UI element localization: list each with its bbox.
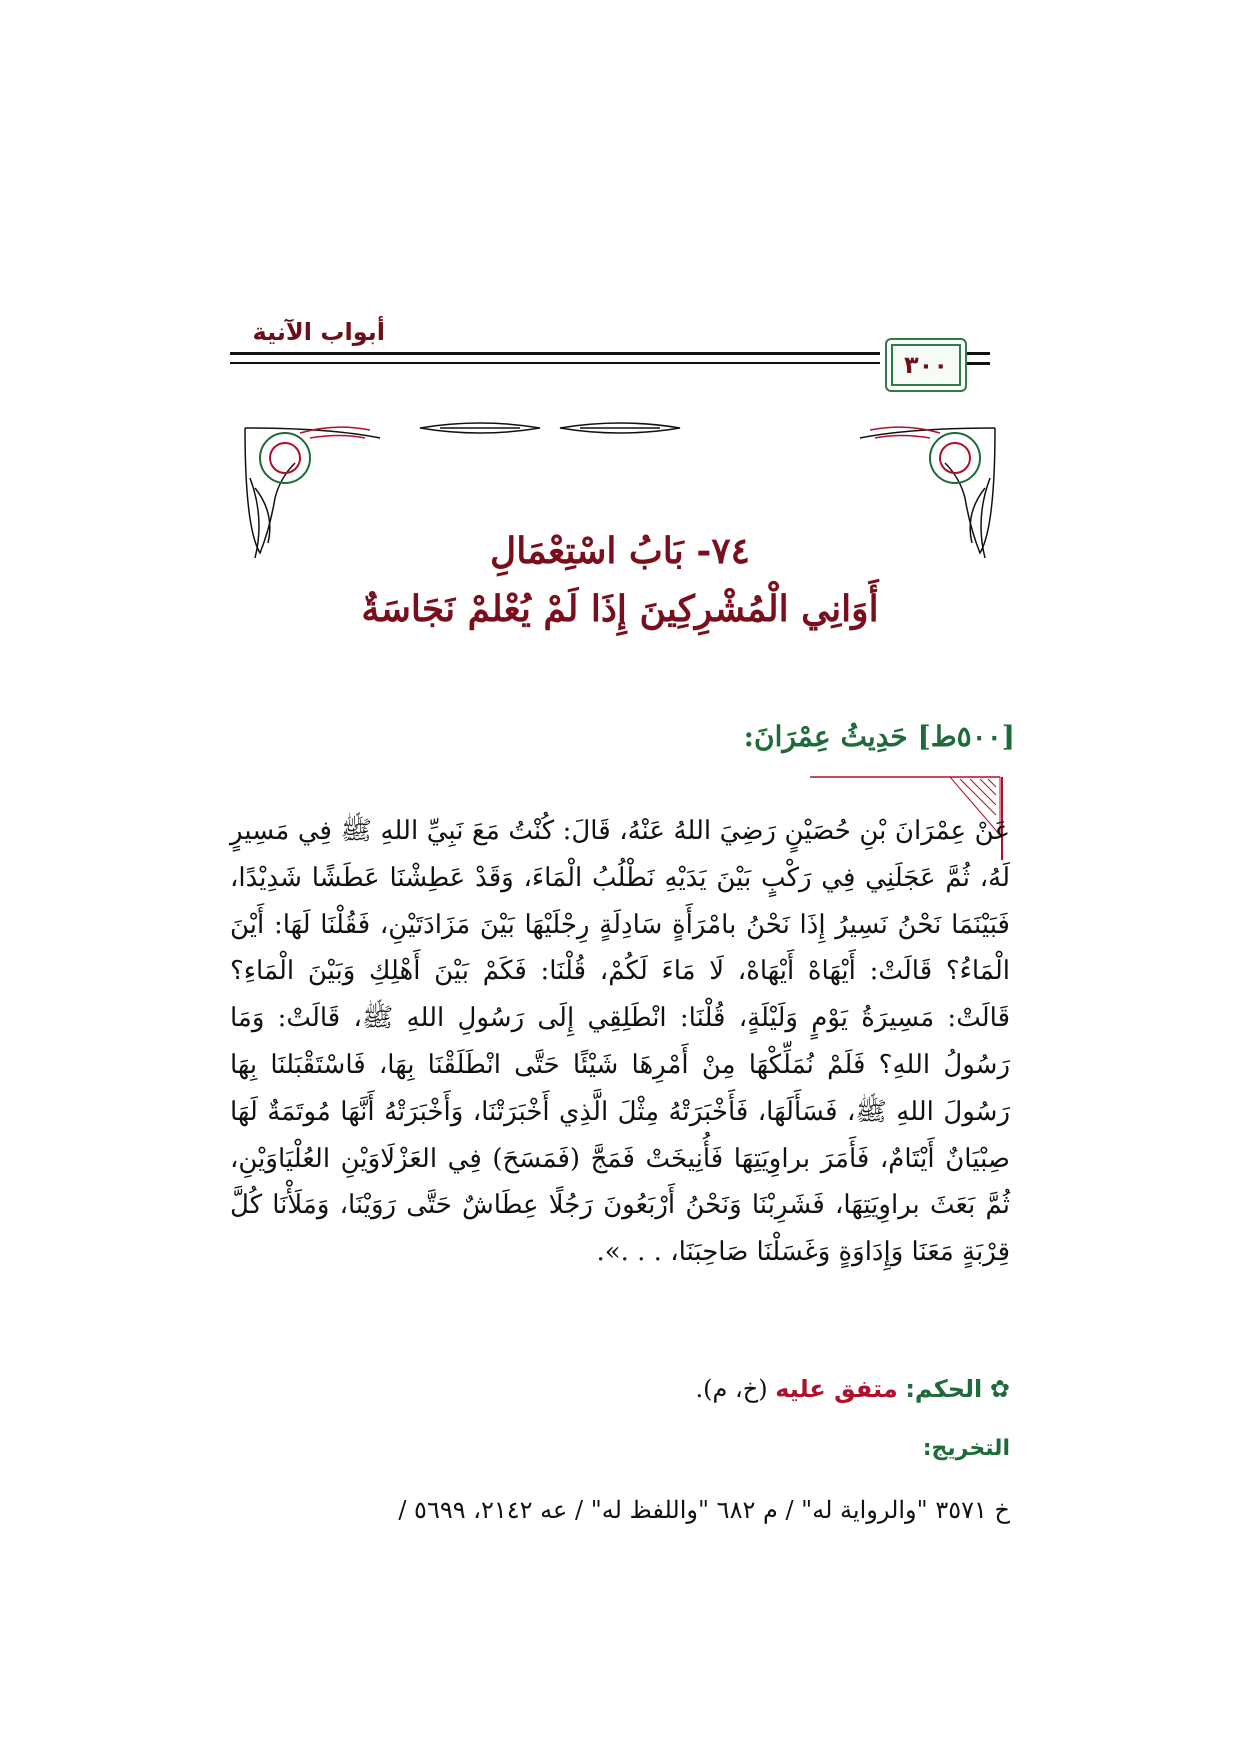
chapter-title: أبواب الآنية [252,318,385,346]
flower-icon: ✿ [989,1375,1010,1403]
top-cartouches [420,423,680,433]
takhrij-text: خ ٣٥٧١ "والرواية له" / م ٦٨٢ "واللفظ له" / عه ٢١٤٢، ٥٦٩٩ / [398,1496,1010,1524]
page-number-box [885,338,967,392]
chapter-heading-line2: أَوَانِي الْمُشْرِكِينَ إِذَا لَمْ يُعْلمْ نَجَاسَةٌ [361,588,879,630]
page-number: ٣٠٠ [904,351,948,379]
hadith-heading: [٥٠٠ط] حَدِيثُ عِمْرَانَ: [743,720,1015,753]
ruling-line [695,1375,1010,1403]
header-rule-right [230,352,880,355]
ruling-label: الحكم: [905,1375,983,1403]
ruling-sources: (خ، م). [695,1375,768,1403]
header-rule-right-2 [230,362,880,364]
chapter-heading-line1: ٧٤- بَابُ اسْتِعْمَالِ [490,530,750,572]
takhrij-label: التخريج: [922,1436,1010,1461]
hadith-text: عَنْ عِمْرَانَ بْنِ حُصَيْنٍ رَضِيَ اللهُ عَنْهُ، قَالَ: كُنْتُ مَعَ نَبِيِّ اللهِ ﷺ فِي مَسِيرٍ لَهُ، ثُمَّ عَجَلَنِي فِي رَكْبٍ بَيْنَ يَدَيْهِ نَطْلُبُ الْمَاءَ، وَقَدْ عَطِشْنَا عَطَشًا شَدِيْدًا، فَبَيْنَمَا نَحْنُ نَسِيرُ إِذَا نَحْنُ بامْرَأَةٍ سَادِلَةٍ رِجْلَيْهَا بَيْنَ مَزَادَتَيْنِ، فَقُلْنَا لَهَا: أَيْنَ الْمَاءُ؟ قَالَتْ: أَيْهَاهْ أَيْهَاهْ، لَا مَاءَ لَكُمْ، قُلْنَا: فَكَمْ بَيْنَ أَهْلِكِ وَبَيْنَ الْمَاءِ؟ قَالَتْ: مَسِيرَةُ يَوْمٍ وَلَيْلَةٍ، قُلْنَا: انْطَلِقِي إِلَى رَسُولِ اللهِ ﷺ، قَالَتْ: وَمَا رَسُولُ اللهِ؟ فَلَمْ نُمَلِّكْهَا مِنْ أَمْرِهَا شَيْئًا حَتَّى انْطَلَقْنَا بِهَا، فَاسْتَقْبَلنَا بِهَا رَسُولَ اللهِ ﷺ، فَسَأَلَهَا، فَأَخْبَرَتْهُ مِثْلَ الَّذِي أَخْبَرَتْنَا، وَأَخْبَرَتْهُ أَنَّهَا مُوتَمَةٌ لَهَا صِبْيَانٌ أَيْتَامٌ، فَأَمَرَ براوِيَتِهَا فَأُنِيخَتْ فَمَجَّ (فَمَسَحَ) فِي العَزْلَاوَيْنِ العُلْيَاوَيْنِ، ثُمَّ بَعَثَ براوِيَتِهَا، فَشَرِبْنَا وَنَحْنُ أَرْبَعُونَ رَجُلًا عِطَاشٌ حَتَّى رَوَيْنَا، وَمَلَأْنَا كُلَّ قِرْبَةٍ مَعَنَا وَإِدَاوَةٍ وَغَسَلْنَا صَاحِبَنَا، . . .». [230,816,1010,1268]
ruling-value: متفق عليه [775,1375,898,1403]
